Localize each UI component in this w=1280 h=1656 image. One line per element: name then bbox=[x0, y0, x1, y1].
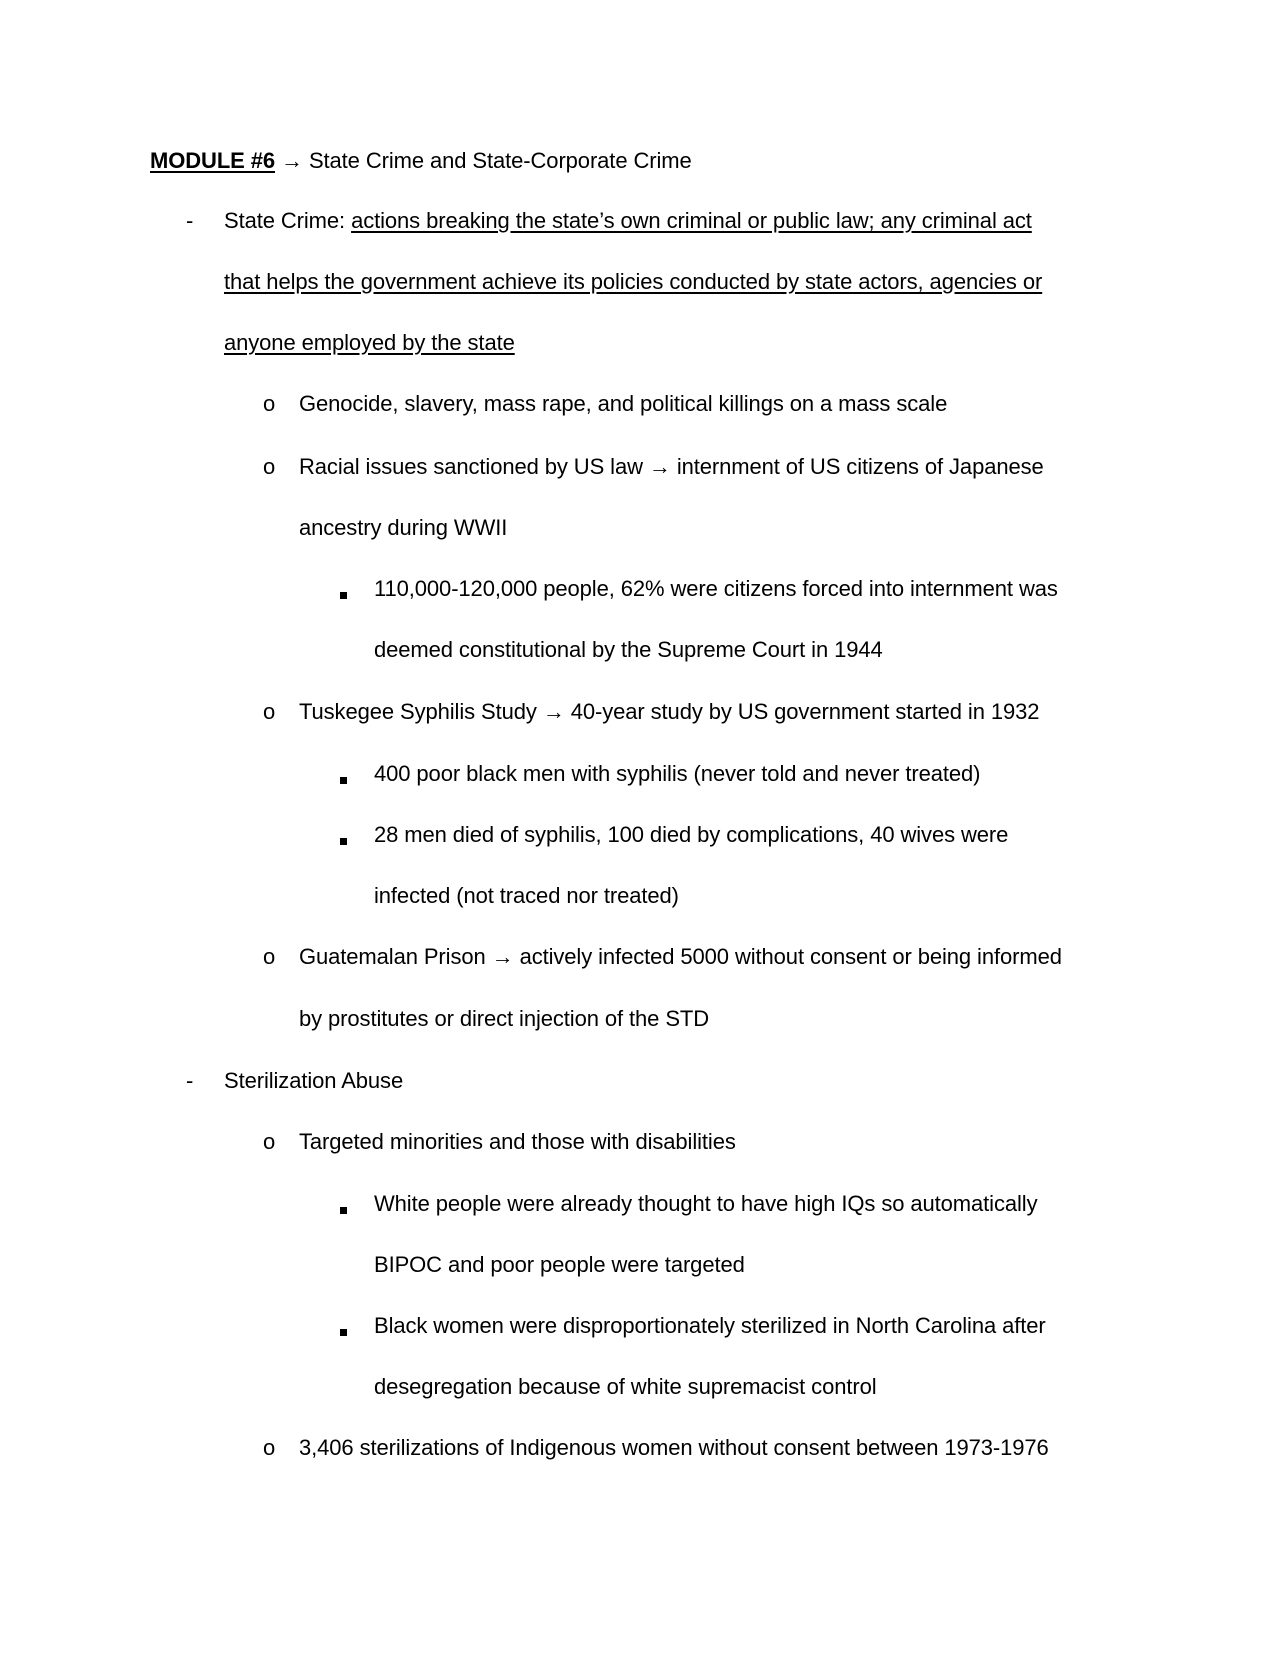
square-bullet-icon bbox=[340, 1207, 347, 1214]
state-crime-definition-part-1: actions breaking the state’s own criminal or public law; any criminal act bbox=[351, 208, 1032, 233]
list-item-tuskegee-sub-1: 400 poor black men with syphilis (never told and never treated) bbox=[374, 761, 981, 786]
list-item-sterilization-sub-1-line-1: White people were already thought to have high IQs so automatically bbox=[374, 1191, 1038, 1216]
list-item-sterilization-sub-1-line-2: BIPOC and poor people were targeted bbox=[374, 1252, 745, 1277]
guatemala-text-b: actively infected 5000 without consent or being informed bbox=[519, 944, 1062, 969]
list-item-internment-line-1: 110,000-120,000 people, 62% were citizens forced into internment was bbox=[374, 576, 1058, 601]
list-item-tuskegee-sub-2-line-1: 28 men died of syphilis, 100 died by complications, 40 wives were bbox=[374, 822, 1009, 847]
guatemala-text-a: Guatemalan Prison bbox=[299, 944, 486, 969]
module-number: MODULE #6 bbox=[150, 148, 276, 173]
sterilization-heading: Sterilization Abuse bbox=[224, 1068, 404, 1093]
list-item-sterilization-sub-2-line-1: Black women were disproportionately sterilized in North Carolina after bbox=[374, 1313, 1046, 1338]
arrow-icon: → bbox=[648, 454, 671, 479]
list-item-tuskegee-sub-2-line-2: infected (not traced nor treated) bbox=[374, 883, 679, 908]
arrow-icon: → bbox=[542, 699, 565, 724]
circle-bullet-icon: o bbox=[263, 454, 276, 479]
circle-bullet-icon: o bbox=[263, 391, 276, 416]
tuskegee-text-a: Tuskegee Syphilis Study bbox=[299, 699, 537, 724]
module-subtitle: State Crime and State-Corporate Crime bbox=[308, 148, 692, 173]
list-item-tuskegee bbox=[299, 697, 1039, 727]
circle-bullet-icon: o bbox=[263, 944, 276, 969]
dash-bullet-icon: - bbox=[186, 1068, 194, 1093]
square-bullet-icon bbox=[340, 838, 347, 845]
state-crime-definition-line-1 bbox=[224, 206, 1032, 236]
square-bullet-icon bbox=[340, 1329, 347, 1336]
list-item-genocide: Genocide, slavery, mass rape, and political killings on a mass scale bbox=[299, 391, 948, 416]
racial-text-b: internment of US citizens of Japanese bbox=[676, 454, 1044, 479]
circle-bullet-icon: o bbox=[263, 1435, 276, 1460]
state-crime-definition-line-2: that helps the government achieve its policies conducted by state actors, agencies or bbox=[224, 269, 1043, 294]
circle-bullet-icon: o bbox=[263, 1129, 276, 1154]
list-item-guatemala-line-2: by prostitutes or direct injection of the STD bbox=[299, 1006, 710, 1031]
racial-text-a: Racial issues sanctioned by US law bbox=[299, 454, 643, 479]
square-bullet-icon bbox=[340, 592, 347, 599]
module-heading bbox=[150, 146, 692, 176]
list-item-racial-line-1 bbox=[299, 452, 1044, 482]
list-item-guatemala-line-1 bbox=[299, 942, 1062, 972]
arrow-icon: → bbox=[281, 148, 303, 173]
list-item-targeted: Targeted minorities and those with disabilities bbox=[299, 1129, 736, 1154]
list-item-sterilization-sub-2-line-2: desegregation because of white supremacist control bbox=[374, 1374, 877, 1399]
circle-bullet-icon: o bbox=[263, 699, 276, 724]
dash-bullet-icon: - bbox=[186, 208, 194, 233]
arrow-icon: → bbox=[491, 944, 514, 969]
state-crime-definition-line-3: anyone employed by the state bbox=[224, 330, 515, 355]
state-crime-label: State Crime: bbox=[224, 208, 352, 233]
list-item-racial-line-2: ancestry during WWII bbox=[299, 515, 508, 540]
tuskegee-text-b: 40-year study by US government started in 1932 bbox=[570, 699, 1040, 724]
list-item-indigenous: 3,406 sterilizations of Indigenous women without consent between 1973-1976 bbox=[299, 1435, 1049, 1460]
square-bullet-icon bbox=[340, 777, 347, 784]
list-item-internment-line-2: deemed constitutional by the Supreme Court in 1944 bbox=[374, 637, 883, 662]
